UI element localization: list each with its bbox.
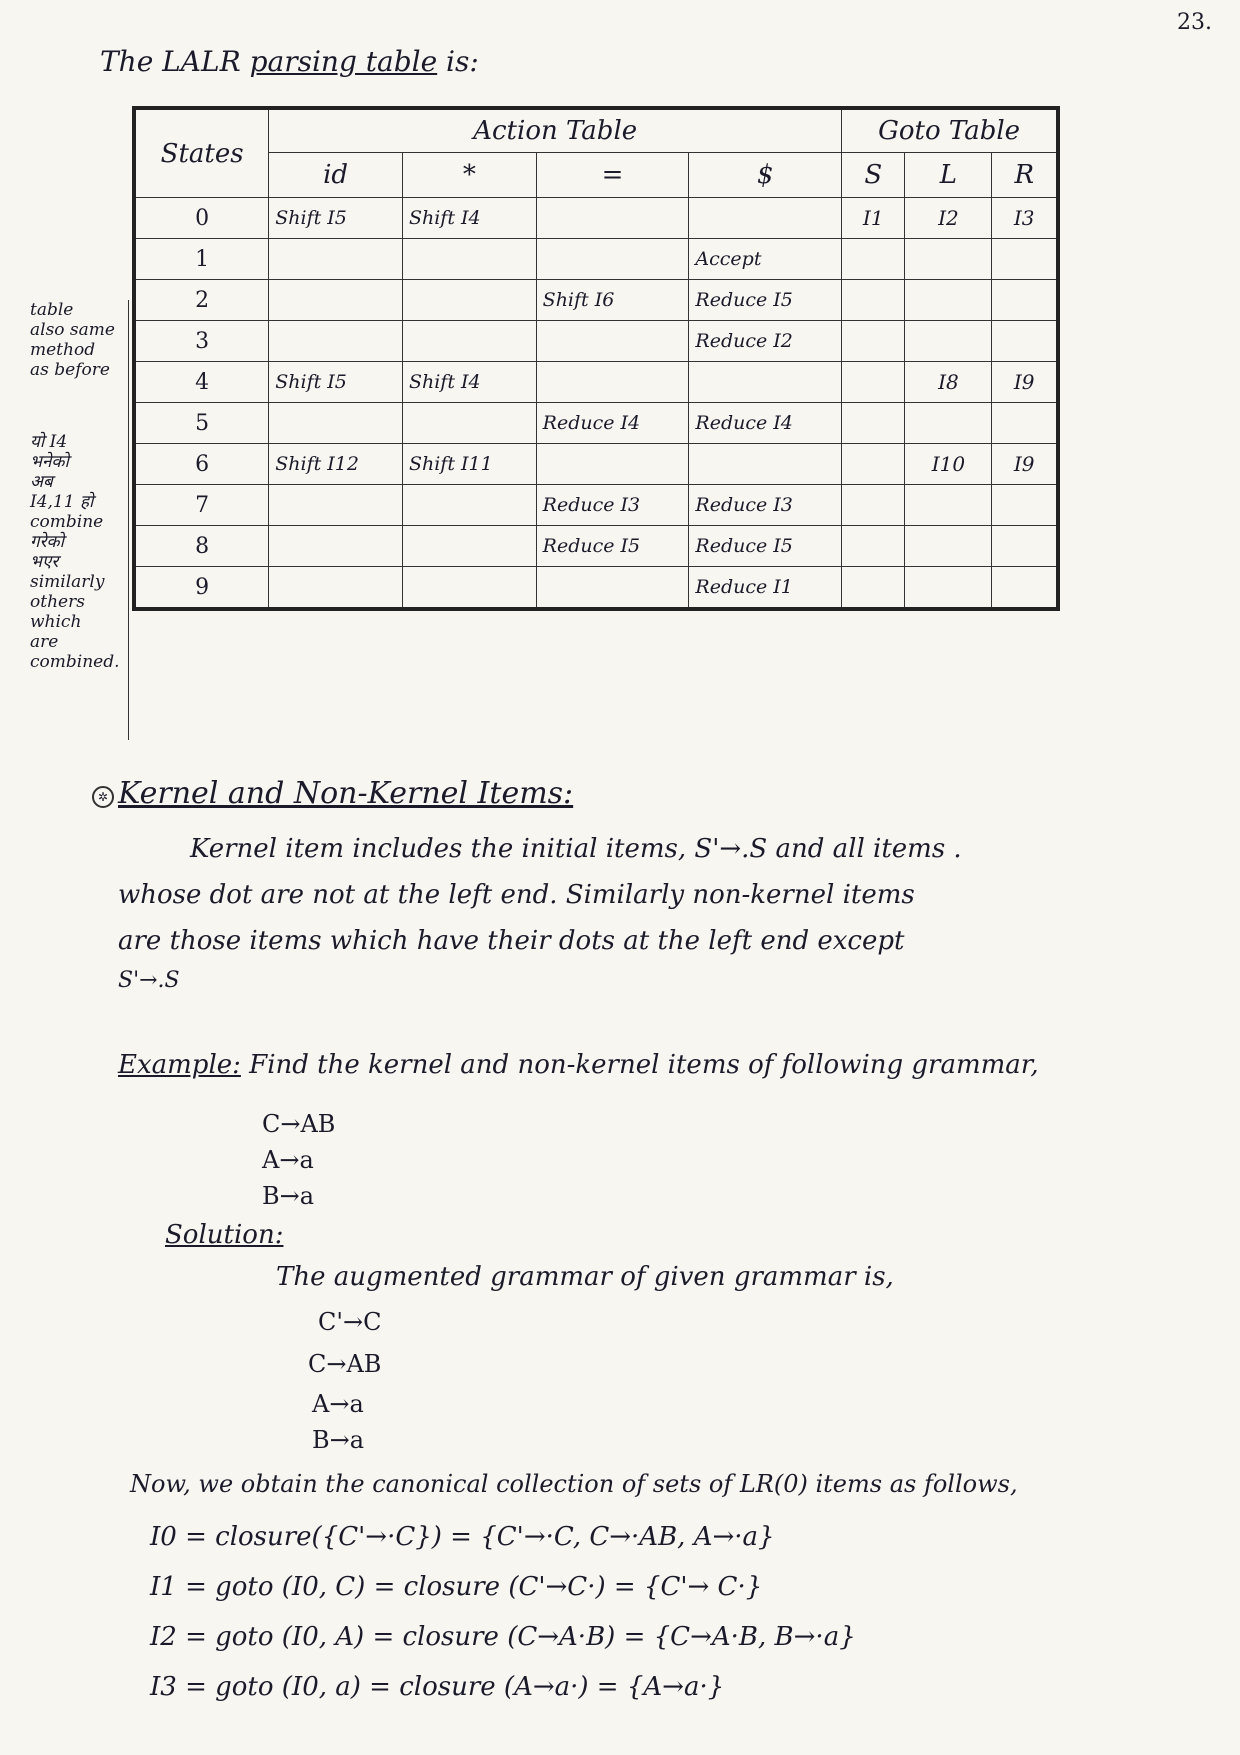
state-cell: 5: [134, 403, 269, 444]
goto-S-cell: [842, 403, 905, 444]
action-star-cell: Shift I4: [402, 198, 536, 239]
action-id-cell: [269, 239, 403, 280]
margin-note-line: भएर: [30, 552, 59, 572]
action-id-cell: Shift I5: [269, 198, 403, 239]
state-cell: 1: [134, 239, 269, 280]
para-line: Kernel item includes the initial items, S'→.S and all items .: [190, 834, 962, 864]
action-dollar-cell: [689, 362, 842, 403]
margin-note-line: as before: [30, 360, 110, 380]
goto-R-cell: I9: [992, 444, 1058, 485]
state-cell: 2: [134, 280, 269, 321]
grammar-rule: A→a: [262, 1146, 314, 1174]
state-cell: 4: [134, 362, 269, 403]
action-id-cell: [269, 321, 403, 362]
goto-L-cell: I8: [905, 362, 992, 403]
action-eq-cell: Reduce I3: [536, 485, 689, 526]
canonical-intro: Now, we obtain the canonical collection of sets of LR(0) items as follows,: [130, 1470, 1018, 1498]
item-set: I0 = closure({C'→·C}) = {C'→·C, C→·AB, A→·a}: [150, 1522, 775, 1552]
action-dollar-cell: Reduce I1: [689, 567, 842, 610]
table-row: [134, 280, 1058, 321]
title-prefix: The LALR: [100, 45, 250, 78]
para-line: S'→.S: [118, 968, 180, 993]
goto-L-cell: [905, 321, 992, 362]
item-set: I2 = goto (I0, A) = closure (C→A·B) = {C→A·B, B→·a}: [150, 1622, 856, 1652]
item-set: I1 = goto (I0, C) = closure (C'→C·) = {C'→ C·}: [150, 1572, 763, 1602]
action-dollar-cell: [689, 444, 842, 485]
goto-R-cell: [992, 526, 1058, 567]
page-title: [100, 45, 479, 78]
action-id-cell: [269, 280, 403, 321]
solution-label: Solution:: [165, 1220, 284, 1250]
action-eq-cell: [536, 444, 689, 485]
augmented-rule: C'→C: [318, 1308, 382, 1336]
example-text: Find the kernel and non-kernel items of following grammar,: [240, 1050, 1039, 1080]
margin-note-line: अब: [30, 472, 53, 492]
action-id-cell: [269, 485, 403, 526]
augmented-rule: C→AB: [308, 1350, 382, 1378]
para-line: are those items which have their dots at the left end except: [118, 926, 905, 956]
action-star-cell: [402, 526, 536, 567]
section-heading: [118, 776, 573, 811]
state-cell: 3: [134, 321, 269, 362]
margin-note-1: [30, 300, 115, 380]
augmented-rule: B→a: [312, 1426, 365, 1454]
goto-R-cell: [992, 239, 1058, 280]
table-row: [134, 239, 1058, 280]
page-number: 23.: [1177, 10, 1212, 35]
states-header: States: [134, 108, 269, 198]
margin-note-line: which: [30, 612, 82, 632]
action-star-cell: [402, 485, 536, 526]
margin-note-line: combine: [30, 512, 104, 532]
goto-L-cell: [905, 567, 992, 610]
goto-S-cell: [842, 321, 905, 362]
bullet-icon: ✲: [92, 786, 114, 808]
state-cell: 9: [134, 567, 269, 610]
action-dollar-cell: Reduce I4: [689, 403, 842, 444]
table-row: [134, 362, 1058, 403]
action-dollar-cell: Reduce I3: [689, 485, 842, 526]
goto-R-cell: I9: [992, 362, 1058, 403]
goto-R-cell: I3: [992, 198, 1058, 239]
action-dollar-cell: Reduce I5: [689, 280, 842, 321]
action-eq-cell: Reduce I5: [536, 526, 689, 567]
table-row: [134, 321, 1058, 362]
goto-R-cell: [992, 321, 1058, 362]
augmented-rule: A→a: [312, 1390, 364, 1418]
grammar-rule: C→AB: [262, 1110, 336, 1138]
section-heading-text: Kernel and Non-Kernel Items:: [118, 776, 574, 811]
action-id-cell: Shift I5: [269, 362, 403, 403]
goto-S-cell: [842, 239, 905, 280]
goto-R-cell: [992, 567, 1058, 610]
goto-table-header: Goto Table: [842, 108, 1058, 153]
action-dollar-cell: Accept: [689, 239, 842, 280]
goto-L-cell: [905, 403, 992, 444]
margin-note-line: combined.: [30, 652, 120, 672]
margin-note-line: table: [30, 300, 74, 320]
action-star-cell: [402, 567, 536, 610]
col-L: L: [905, 153, 992, 198]
action-dollar-cell: Reduce I5: [689, 526, 842, 567]
title-suffix: is:: [437, 45, 479, 78]
goto-S-cell: [842, 526, 905, 567]
margin-note-line: others: [30, 592, 85, 612]
margin-note-2: [30, 432, 120, 672]
table-row: [134, 403, 1058, 444]
table-row: [134, 444, 1058, 485]
action-eq-cell: [536, 321, 689, 362]
action-eq-cell: [536, 567, 689, 610]
margin-note-line: are: [30, 632, 59, 652]
margin-note-line: गरेको: [30, 532, 64, 552]
action-eq-cell: [536, 198, 689, 239]
goto-L-cell: [905, 485, 992, 526]
table-row: [134, 526, 1058, 567]
goto-S-cell: [842, 485, 905, 526]
action-eq-cell: [536, 362, 689, 403]
action-id-cell: [269, 403, 403, 444]
action-star-cell: Shift I4: [402, 362, 536, 403]
col-eq: =: [536, 153, 689, 198]
example-line: [118, 1050, 1039, 1080]
action-eq-cell: Reduce I4: [536, 403, 689, 444]
action-star-cell: [402, 239, 536, 280]
para-line: whose dot are not at the left end. Similarly non-kernel items: [118, 880, 915, 910]
action-id-cell: [269, 526, 403, 567]
title-underlined: parsing table: [249, 45, 438, 78]
margin-note-line: also same: [30, 320, 115, 340]
lalr-parsing-table: [132, 106, 1060, 611]
table-row: [134, 485, 1058, 526]
goto-L-cell: [905, 239, 992, 280]
margin-note-line: I4,11 हो: [30, 492, 94, 512]
action-id-cell: [269, 567, 403, 610]
col-S: S: [842, 153, 905, 198]
action-table-header: Action Table: [269, 108, 842, 153]
goto-R-cell: [992, 485, 1058, 526]
action-eq-cell: Shift I6: [536, 280, 689, 321]
goto-L-cell: [905, 280, 992, 321]
grammar-rule: B→a: [262, 1182, 315, 1210]
goto-L-cell: [905, 526, 992, 567]
action-star-cell: Shift I11: [402, 444, 536, 485]
goto-S-cell: [842, 444, 905, 485]
table-row: [134, 567, 1058, 610]
goto-R-cell: [992, 280, 1058, 321]
goto-L-cell: I10: [905, 444, 992, 485]
action-star-cell: [402, 403, 536, 444]
table-row: [134, 198, 1058, 239]
goto-S-cell: [842, 280, 905, 321]
margin-note-line: यो I4: [30, 432, 68, 452]
col-star: *: [402, 153, 536, 198]
state-cell: 0: [134, 198, 269, 239]
state-cell: 7: [134, 485, 269, 526]
item-set: I3 = goto (I0, a) = closure (A→a·) = {A→a·}: [150, 1672, 725, 1702]
action-star-cell: [402, 280, 536, 321]
example-label: Example:: [118, 1050, 241, 1080]
action-eq-cell: [536, 239, 689, 280]
action-dollar-cell: [689, 198, 842, 239]
augmented-intro: The augmented grammar of given grammar is,: [276, 1262, 894, 1292]
action-id-cell: Shift I12: [269, 444, 403, 485]
col-id: id: [269, 153, 403, 198]
goto-S-cell: [842, 362, 905, 403]
state-cell: 6: [134, 444, 269, 485]
goto-R-cell: [992, 403, 1058, 444]
col-dollar: $: [689, 153, 842, 198]
goto-L-cell: I2: [905, 198, 992, 239]
action-star-cell: [402, 321, 536, 362]
goto-S-cell: [842, 567, 905, 610]
margin-note-line: भनेको: [30, 452, 69, 472]
goto-S-cell: I1: [842, 198, 905, 239]
state-cell: 8: [134, 526, 269, 567]
margin-note-line: similarly: [30, 572, 105, 592]
action-dollar-cell: Reduce I2: [689, 321, 842, 362]
col-R: R: [992, 153, 1058, 198]
margin-note-line: method: [30, 340, 96, 360]
